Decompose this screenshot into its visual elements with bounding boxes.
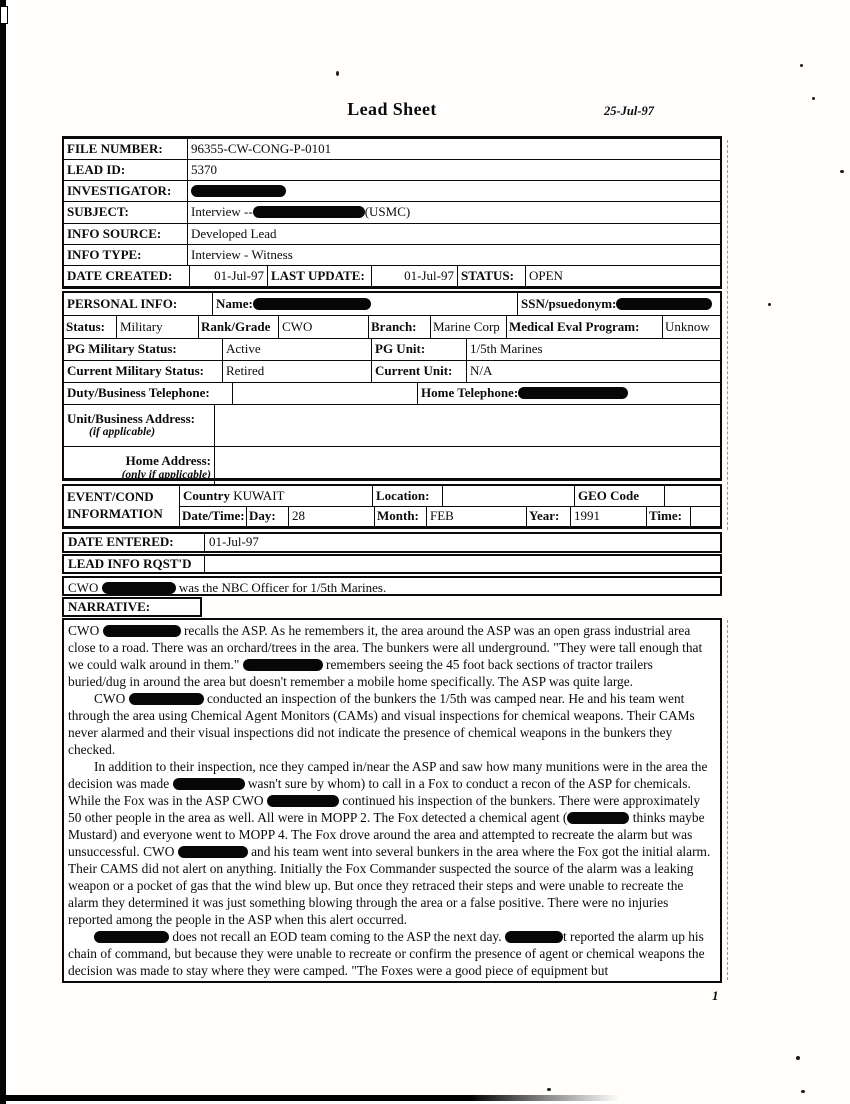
redaction-bar bbox=[253, 206, 365, 218]
rank-grade-label: Rank/Grade bbox=[198, 316, 278, 338]
info-type-value: Interview - Witness bbox=[187, 245, 720, 265]
name-label: Name: bbox=[216, 295, 253, 311]
date-time-label: Date/Time: bbox=[182, 508, 245, 524]
last-update-label: LAST UPDATE: bbox=[267, 266, 371, 286]
narrative-label-text: NARRATIVE: bbox=[68, 599, 151, 614]
narrative-label bbox=[62, 597, 202, 617]
table-row bbox=[64, 180, 720, 201]
unit-address-label-cell bbox=[64, 405, 214, 446]
pg-military-status-value: Active bbox=[222, 339, 371, 360]
home-address-note: (only if applicable) bbox=[121, 468, 211, 481]
home-address-value bbox=[214, 447, 720, 489]
location-value bbox=[442, 486, 574, 506]
file-number-value: 96355-CW-CONG-P-0101 bbox=[187, 139, 720, 159]
month-label: Month: bbox=[374, 507, 426, 527]
scan-speck bbox=[547, 1088, 551, 1091]
scan-speck bbox=[801, 1090, 805, 1093]
country-field bbox=[180, 486, 372, 506]
scan-margin-dashes bbox=[727, 140, 728, 530]
table-row bbox=[180, 506, 720, 527]
status-label: STATUS: bbox=[457, 266, 525, 286]
lead-summary-row bbox=[62, 576, 722, 596]
redaction-bar bbox=[102, 582, 176, 594]
country-label: Country bbox=[183, 487, 230, 503]
day-label: Day: bbox=[246, 507, 288, 527]
geo-code-label: GEO Code bbox=[574, 486, 664, 506]
event-cond-label-cell bbox=[64, 486, 180, 526]
subject-value: Interview -- (USMC) bbox=[187, 202, 720, 222]
info-source-label: INFO SOURCE: bbox=[67, 225, 162, 241]
header-date: 25-Jul-97 bbox=[604, 104, 654, 118]
investigator-label: INVESTIGATOR: bbox=[67, 183, 172, 199]
ssn-label: SSN/psuedonym: bbox=[521, 295, 617, 311]
date-created-label: DATE CREATED: bbox=[67, 267, 173, 283]
medical-eval-value: Unknow bbox=[662, 316, 720, 338]
narrative-paragraph: does not recall an EOD team coming to the ASP the next day. t reported the alarm up his chain of command, but because they were unable to recreate or confirm the presence of agent or chemical weapons the decision was made to stay where they were camped. "The Foxes were a good piece of equipment but bbox=[68, 929, 705, 978]
redaction-bar bbox=[178, 846, 248, 858]
unit-address-value bbox=[214, 405, 720, 446]
geo-code-value bbox=[664, 486, 720, 506]
table-row bbox=[64, 244, 720, 265]
redaction-bar bbox=[616, 298, 712, 310]
file-number-label: FILE NUMBER: bbox=[67, 140, 163, 156]
lead-id-section bbox=[62, 136, 722, 289]
year-label: Year: bbox=[526, 507, 570, 527]
table-row bbox=[64, 265, 720, 286]
date-entered-value: 01-Jul-97 bbox=[204, 534, 720, 551]
page-title: Lead Sheet bbox=[347, 99, 437, 119]
table-row bbox=[64, 404, 720, 446]
scan-speck bbox=[796, 1056, 800, 1060]
scan-speck bbox=[768, 303, 771, 306]
redaction-bar bbox=[129, 693, 204, 705]
pg-unit-value: 1/5th Marines bbox=[466, 339, 720, 360]
scan-speck bbox=[812, 97, 815, 100]
info-source-value: Developed Lead bbox=[187, 224, 720, 244]
home-phone-label: Home Telephone: bbox=[421, 385, 519, 401]
status-value: OPEN bbox=[525, 266, 720, 286]
current-unit-value: N/A bbox=[466, 361, 720, 382]
narrative-paragraph: CWO conducted an inspection of the bunkers the 1/5th was camped near. He and his team went through the area using Chemical Agent Monitors (CAMs) and visual inspections for chemical weapons. Their CAMs never alarmed and their visual inspections did not indicate the presence of chemical weapons in the bunkers they checked. bbox=[68, 691, 695, 757]
table-row bbox=[64, 223, 720, 244]
info-type-label: INFO TYPE: bbox=[67, 246, 142, 262]
year-value: 1991 bbox=[570, 507, 646, 527]
date-created-value: 01-Jul-97 bbox=[189, 266, 267, 286]
name-value bbox=[253, 296, 371, 312]
home-phone-value bbox=[518, 385, 628, 401]
redaction-bar bbox=[243, 659, 323, 671]
time-label: Time: bbox=[646, 507, 690, 527]
table-row bbox=[64, 446, 720, 489]
home-phone-field bbox=[417, 383, 720, 404]
pg-unit-label: PG Unit: bbox=[371, 339, 466, 360]
table-row bbox=[64, 315, 720, 338]
table-row bbox=[64, 382, 720, 404]
day-value: 28 bbox=[288, 507, 374, 527]
scan-edge-notch bbox=[0, 6, 8, 24]
branch-value: Marine Corp bbox=[430, 316, 506, 338]
current-military-status-value: Retired bbox=[222, 361, 371, 382]
redaction-bar bbox=[505, 931, 563, 943]
subject-label: SUBJECT: bbox=[67, 204, 129, 220]
redaction-bar bbox=[191, 185, 286, 197]
lead-info-rqstd-row bbox=[62, 554, 722, 574]
branch-label: Branch: bbox=[368, 316, 430, 338]
status-label: Status: bbox=[66, 318, 106, 334]
table-row bbox=[64, 360, 720, 382]
personal-info-label: PERSONAL INFO: bbox=[67, 295, 178, 311]
date-entered-label: DATE ENTERED: bbox=[68, 534, 174, 550]
investigator-value bbox=[187, 181, 720, 201]
lead-summary-text: CWO was the NBC Officer for 1/5th Marines. bbox=[68, 580, 387, 594]
event-cond-label-line2: INFORMATION bbox=[67, 506, 163, 521]
name-field bbox=[212, 293, 517, 315]
scan-edge-left bbox=[0, 0, 6, 1104]
country-value: KUWAIT bbox=[233, 487, 285, 503]
table-row bbox=[64, 201, 720, 222]
redaction-bar bbox=[253, 298, 371, 310]
pg-military-status-label: PG Military Status: bbox=[67, 341, 177, 357]
table-row bbox=[64, 159, 720, 180]
rank-grade-value: CWO bbox=[278, 316, 368, 338]
redaction-bar bbox=[518, 387, 628, 399]
event-cond-label-line1: EVENT/COND bbox=[67, 489, 154, 505]
lead-id-value: 5370 bbox=[187, 160, 720, 180]
redaction-bar bbox=[103, 625, 181, 637]
current-military-status-label: Current Military Status: bbox=[67, 363, 204, 379]
current-unit-label: Current Unit: bbox=[371, 361, 466, 382]
ssn-value bbox=[616, 296, 712, 312]
scan-speck bbox=[840, 170, 844, 173]
home-address-label-cell bbox=[64, 447, 214, 489]
scan-speck bbox=[336, 71, 339, 76]
table-row bbox=[64, 139, 720, 159]
personal-info-section bbox=[62, 291, 722, 481]
narrative-paragraph: CWO recalls the ASP. As he remembers it, the area around the ASP was an open grass industrial area close to a road. There was an orchard/trees in the area. The bunkers were all underground. "They were tall enough that we could walk around in them." remembers seeing the 45 foot back sections of tractor trailers buried/dug in around the area but doesn't remember a mobile home specifically. The ASP was quite large. bbox=[68, 623, 703, 689]
medical-eval-label: Medical Eval Program: bbox=[506, 316, 662, 338]
unit-address-label: Unit/Business Address: bbox=[67, 410, 195, 426]
duty-phone-value bbox=[232, 383, 417, 404]
page-number: 1 bbox=[712, 988, 719, 1003]
redaction-bar bbox=[567, 812, 629, 824]
redaction-bar bbox=[173, 778, 245, 790]
time-value bbox=[690, 507, 720, 527]
lead-info-rqstd-label: LEAD INFO RQST'D bbox=[68, 556, 192, 571]
redaction-bar bbox=[94, 931, 169, 943]
lead-info-rqstd-value bbox=[204, 556, 720, 572]
scan-speck bbox=[800, 64, 803, 67]
redaction-bar bbox=[267, 795, 339, 807]
ssn-field bbox=[517, 293, 720, 315]
lead-id-label: LEAD ID: bbox=[67, 162, 126, 178]
narrative-paragraph: In addition to their inspection, nce they camped in/near the ASP and saw how many munitions were in the area the decision was made wasn't sure by whom) to call in a Fox to conduct a recon of the ASP for chemicals. While the Fox was in the ASP CWO continued his inspection of the bunkers. There were approximately 50 other people in the area as well. All were in MOPP 2. The Fox detected a chemical agent ( thinks maybe Mustard) and everyone went to MOPP 4. The Fox drove around the area and attempted to recreate the alarm but was unsuccessful. CWO and his team went into several bunkers in the area where the Fox got the initial alarm. Their CAMS did not alert on anything. Initially the Fox Commander suspected the source of the alarm was a leaking weapon or a pocket of gas that the wind blew up. But once they retraced their steps and were unable to recreate the alarm they determined it was just something blowing through the area or a false positive. There were no injuries reported among the people in the ASP when this alert occurred. bbox=[68, 759, 711, 927]
month-value: FEB bbox=[426, 507, 526, 527]
date-entered-row bbox=[62, 532, 722, 553]
event-cond-section bbox=[62, 484, 722, 529]
unit-address-note: (if applicable) bbox=[89, 426, 156, 439]
table-row bbox=[64, 338, 720, 360]
status-value: Military bbox=[116, 316, 198, 338]
location-label: Location: bbox=[372, 486, 442, 506]
last-update-value: 01-Jul-97 bbox=[371, 266, 457, 286]
home-address-label: Home Address: bbox=[125, 453, 211, 469]
scan-margin-dashes bbox=[727, 620, 728, 980]
duty-phone-label: Duty/Business Telephone: bbox=[67, 385, 210, 401]
narrative-box bbox=[62, 618, 722, 983]
scan-edge-bottom bbox=[0, 1095, 620, 1101]
table-row bbox=[64, 293, 720, 315]
table-row bbox=[180, 486, 720, 506]
